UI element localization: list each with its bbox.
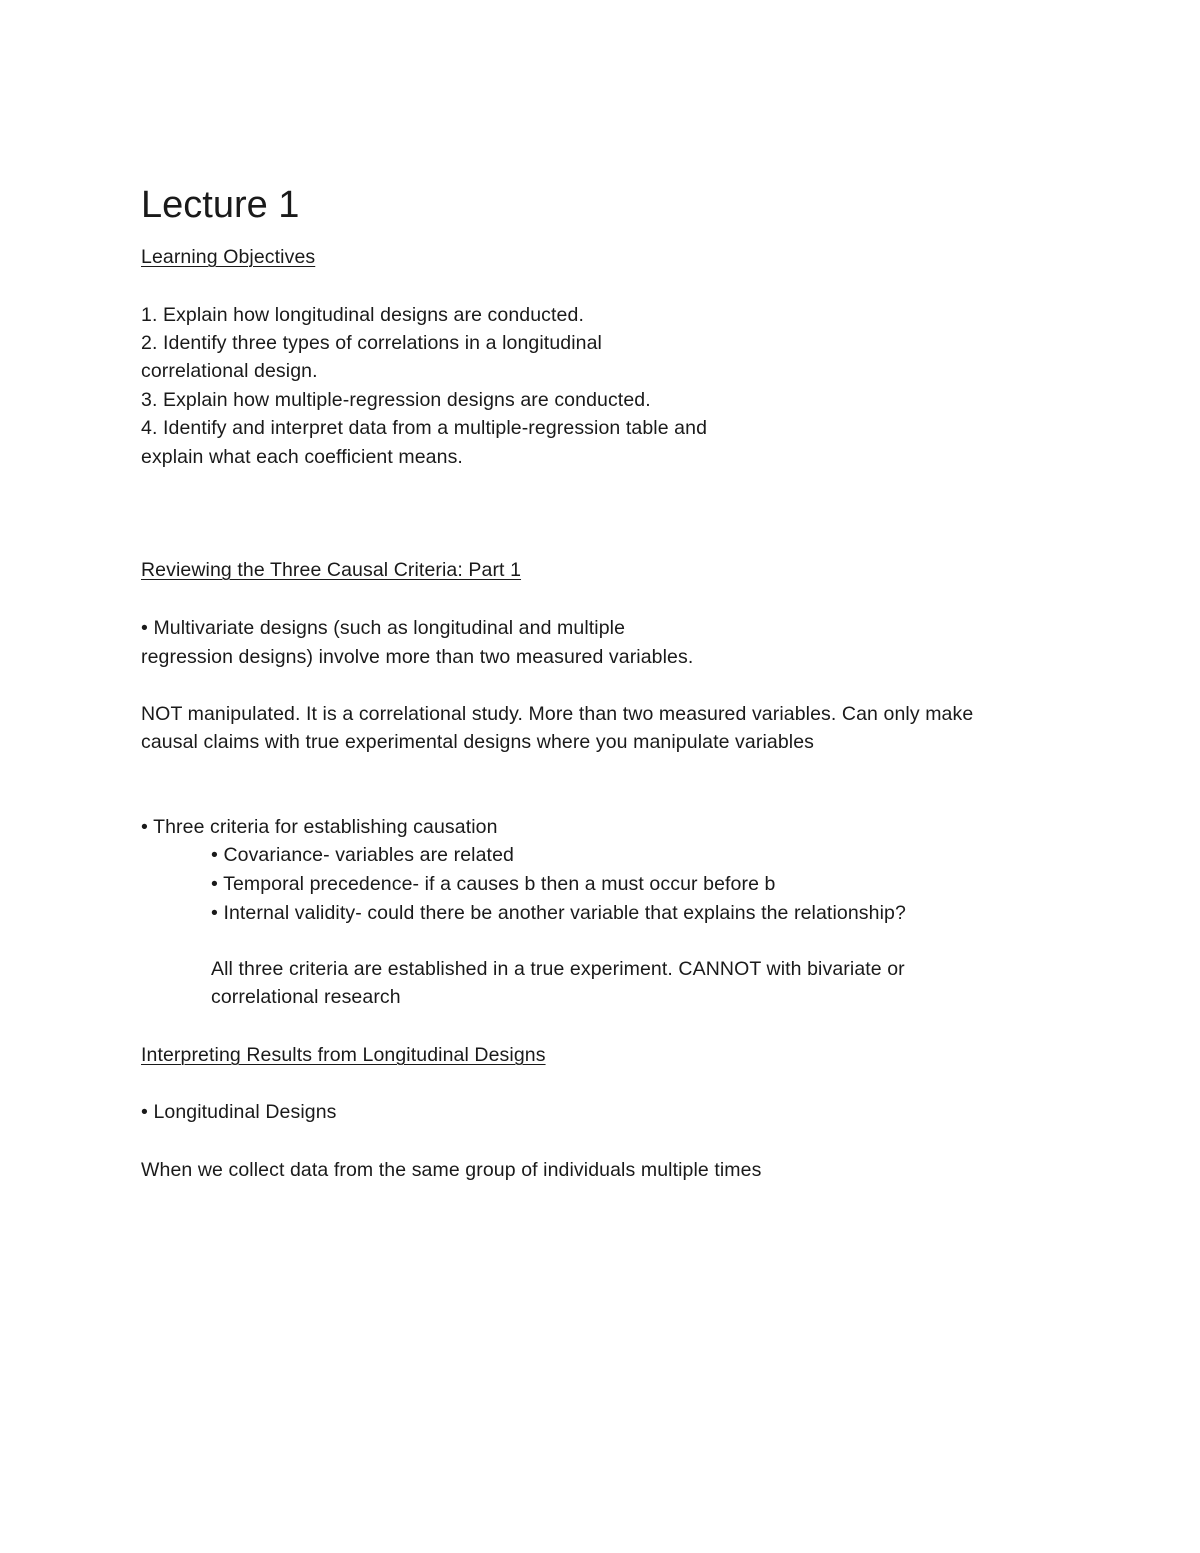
objective-line: 4. Identify and interpret data from a multiple-regression table and <box>141 417 708 439</box>
objective-line: 3. Explain how multiple-regression designs are conducted. <box>141 389 651 411</box>
page-title: Lecture 1 <box>141 184 300 226</box>
note-line: causal claims with true experimental designs where you manipulate variables <box>141 731 814 753</box>
longitudinal-definition: When we collect data from the same group of individuals multiple times <box>141 1159 762 1181</box>
criteria-sub-bullet: • Internal validity- could there be another variable that explains the relationship? <box>211 902 906 924</box>
longitudinal-heading: Interpreting Results from Longitudinal Designs <box>141 1044 546 1066</box>
learning-objectives-heading: Learning Objectives <box>141 246 316 268</box>
causal-criteria-heading: Reviewing the Three Causal Criteria: Part 1 <box>141 559 522 581</box>
objective-line: 2. Identify three types of correlations in a longitudinal <box>141 332 602 354</box>
criteria-sub-bullet: • Covariance- variables are related <box>211 844 514 866</box>
multivariate-bullet-line: • Multivariate designs (such as longitudinal and multiple <box>141 617 626 639</box>
objective-line: explain what each coefficient means. <box>141 446 463 468</box>
longitudinal-bullet: • Longitudinal Designs <box>141 1101 337 1123</box>
criteria-sub-bullet: • Temporal precedence- if a causes b then a must occur before b <box>211 873 776 895</box>
multivariate-bullet-line: regression designs) involve more than two measured variables. <box>141 646 694 668</box>
summary-line: correlational research <box>211 986 401 1008</box>
objective-line: correlational design. <box>141 360 318 382</box>
note-line: NOT manipulated. It is a correlational study. More than two measured variables. Can only make <box>141 703 974 725</box>
objective-line: 1. Explain how longitudinal designs are conducted. <box>141 304 584 326</box>
criteria-intro-bullet: • Three criteria for establishing causation <box>141 816 498 838</box>
summary-line: All three criteria are established in a true experiment. CANNOT with bivariate or <box>211 958 905 980</box>
